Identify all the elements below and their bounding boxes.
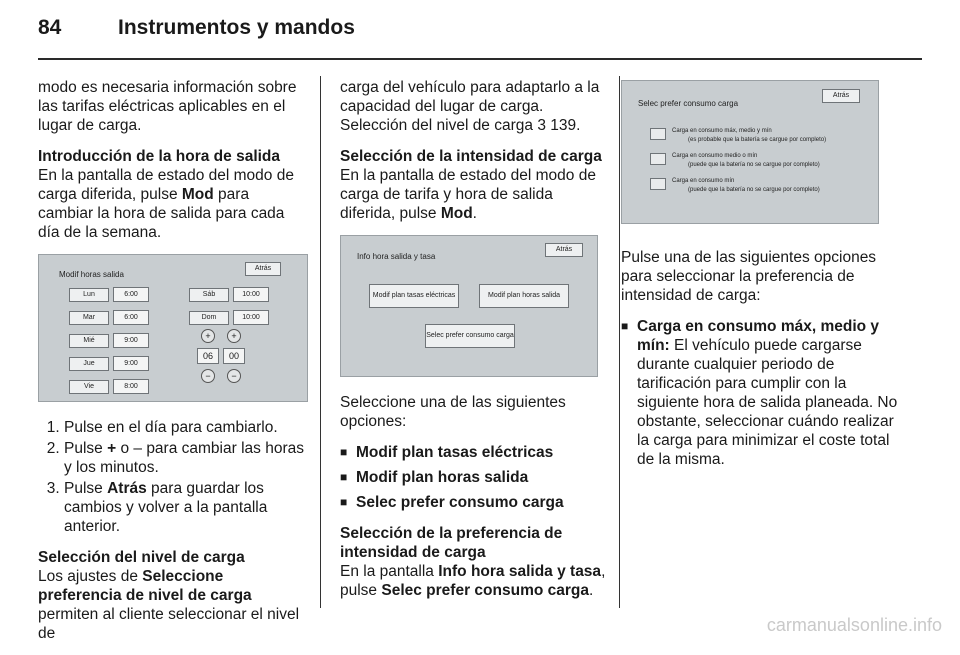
paragraph-text: En la pantalla de estado del modo de carga de tarifa y hora de salida diferida, pulse <box>340 167 596 222</box>
section-heading: Introducción de la hora de salida <box>38 148 281 165</box>
screen-title: Info hora salida y tasa <box>357 252 436 261</box>
checkbox[interactable] <box>650 153 666 165</box>
step-text: para guardar los cambios y volver a la pantalla anterior. <box>64 480 268 535</box>
paragraph-text: . <box>472 205 477 222</box>
intensity-section <box>340 147 606 223</box>
list-item <box>64 418 308 437</box>
selec-prefer-consumo-button[interactable]: Selec prefer consumo carga <box>425 324 515 348</box>
hour-plus-button[interactable]: + <box>201 329 215 343</box>
list-item <box>621 317 907 469</box>
step-text: Pulse <box>64 480 108 497</box>
screenshot-selec-prefer-consumo <box>621 80 879 224</box>
watermark: carmanualsonline.info <box>766 615 942 635</box>
paragraph-text: , pulse <box>340 563 606 599</box>
column-divider <box>619 76 620 608</box>
screenshot-modif-horas-salida <box>38 254 308 402</box>
screenshot-info-hora-salida <box>340 235 598 377</box>
departure-section <box>38 147 308 242</box>
day-button-lun[interactable]: Lun <box>69 288 109 302</box>
option-text: Modif plan tasas eléctricas <box>356 444 554 461</box>
column-1 <box>38 78 308 655</box>
option-note: (puede que la batería no se cargue por completo) <box>688 187 820 193</box>
list-item <box>64 479 308 536</box>
modif-plan-horas-button[interactable]: Modif plan horas salida <box>479 284 569 308</box>
bold-term: Seleccione preferencia de nivel de carga <box>38 568 252 604</box>
bold-term: Atrás <box>107 480 147 497</box>
day-button-sab[interactable]: Sáb <box>189 288 229 302</box>
step-text: Pulse en el día para cambiarlo. <box>64 419 278 436</box>
option-text: Modif plan horas salida <box>356 469 529 486</box>
page-header <box>38 16 355 40</box>
bold-term: Selec prefer consumo carga <box>381 582 589 599</box>
list-item <box>64 439 308 477</box>
page-title: Instrumentos y mandos <box>118 16 355 39</box>
back-button[interactable]: Atrás <box>245 262 281 276</box>
screen-title: Modif horas salida <box>59 270 124 279</box>
option-note: (puede que la batería no se cargue por completo) <box>688 162 820 168</box>
paragraph: Seleccione una de las siguientes opciones: <box>340 394 566 430</box>
paragraph-text: . <box>589 582 594 599</box>
paragraph-text: El vehículo puede cargarse durante cualquier periodo de tarificación para cumplir con la siguiente hora de salida planeada. No obstante, seleccionar cuándo realizar la carga para minimizar el coste total de la misma. <box>637 337 898 468</box>
day-button-mie[interactable]: Mié <box>69 334 109 348</box>
step-text: o – para cambiar las horas y los minutos. <box>64 440 304 476</box>
time-value: 6:00 <box>113 287 149 302</box>
section-heading: Selección del nivel de carga <box>38 549 245 566</box>
day-button-mar[interactable]: Mar <box>69 311 109 325</box>
paragraph-text: Los ajustes de <box>38 568 143 585</box>
hour-minus-button[interactable]: − <box>201 369 215 383</box>
option-text: Selec prefer consumo carga <box>356 494 564 511</box>
screen-title: Selec prefer consumo carga <box>638 99 739 108</box>
day-button-dom[interactable]: Dom <box>189 311 229 325</box>
back-button[interactable]: Atrás <box>822 89 860 103</box>
time-value: 9:00 <box>113 333 149 348</box>
option-label: Carga en consumo medio o mín <box>672 153 758 159</box>
minute-minus-button[interactable]: − <box>227 369 241 383</box>
charge-level-section <box>38 548 308 643</box>
column-2 <box>340 78 606 612</box>
paragraph-text: En la pantalla <box>340 563 439 580</box>
section-heading: Selección de la preferencia de intensidad de carga <box>340 525 563 561</box>
day-button-vie[interactable]: Vie <box>69 380 109 394</box>
preference-section <box>340 524 606 600</box>
paragraph: Pulse una de las siguientes opciones para seleccionar la preferencia de intensidad de carga: <box>621 249 877 304</box>
column-divider <box>320 76 321 608</box>
paragraph-text: permiten al cliente seleccionar el nivel de <box>38 606 300 642</box>
page-reference: 3 139. <box>537 117 581 134</box>
paragraph-text: En la pantalla de estado del modo de carga diferida, pulse <box>38 167 294 203</box>
bold-term: + <box>107 440 117 457</box>
bold-term: Mod <box>440 205 473 222</box>
column-3 <box>621 78 907 481</box>
bold-term: Info hora salida y tasa <box>438 563 602 580</box>
step-text: Pulse <box>64 440 108 457</box>
time-value: 6:00 <box>113 310 149 325</box>
time-value: 10:00 <box>233 310 269 325</box>
options-list <box>621 317 907 469</box>
option-label: Carga en consumo máx, medio y mín <box>672 128 772 134</box>
hour-value: 06 <box>197 348 219 364</box>
section-heading: Selección de la intensidad de carga <box>340 148 602 165</box>
list-item <box>340 443 606 462</box>
page-number: 84 <box>38 16 62 39</box>
option-label: Carga en consumo mín <box>672 178 735 184</box>
bold-term: Mod <box>181 186 214 203</box>
paragraph-text: para cambiar la hora de salida para cada día de la semana. <box>38 186 285 241</box>
paragraph <box>340 78 606 135</box>
minute-value: 00 <box>223 348 245 364</box>
steps-list <box>38 418 308 536</box>
checkbox[interactable] <box>650 178 666 190</box>
options-list <box>340 443 606 512</box>
time-value: 8:00 <box>113 379 149 394</box>
day-button-jue[interactable]: Jue <box>69 357 109 371</box>
checkbox[interactable] <box>650 128 666 140</box>
list-item <box>340 493 606 512</box>
bold-term: Carga en consumo máx, medio y mín: <box>637 318 880 354</box>
time-value: 10:00 <box>233 287 269 302</box>
list-item <box>340 468 606 487</box>
paragraph-text: carga del vehículo para adaptarlo a la capacidad del lugar de carga. Selección del nivel de carga <box>340 79 600 134</box>
minute-plus-button[interactable]: + <box>227 329 241 343</box>
time-value: 9:00 <box>113 356 149 371</box>
header-rule <box>38 58 922 60</box>
back-button[interactable]: Atrás <box>545 243 583 257</box>
intro-paragraph: modo es necesaria información sobre las tarifas eléctricas aplicables en el lugar de carga. <box>38 79 297 134</box>
option-note: (es probable que la batería se cargue por completo) <box>688 137 827 143</box>
modif-plan-tasas-button[interactable]: Modif plan tasas eléctricas <box>369 284 459 308</box>
